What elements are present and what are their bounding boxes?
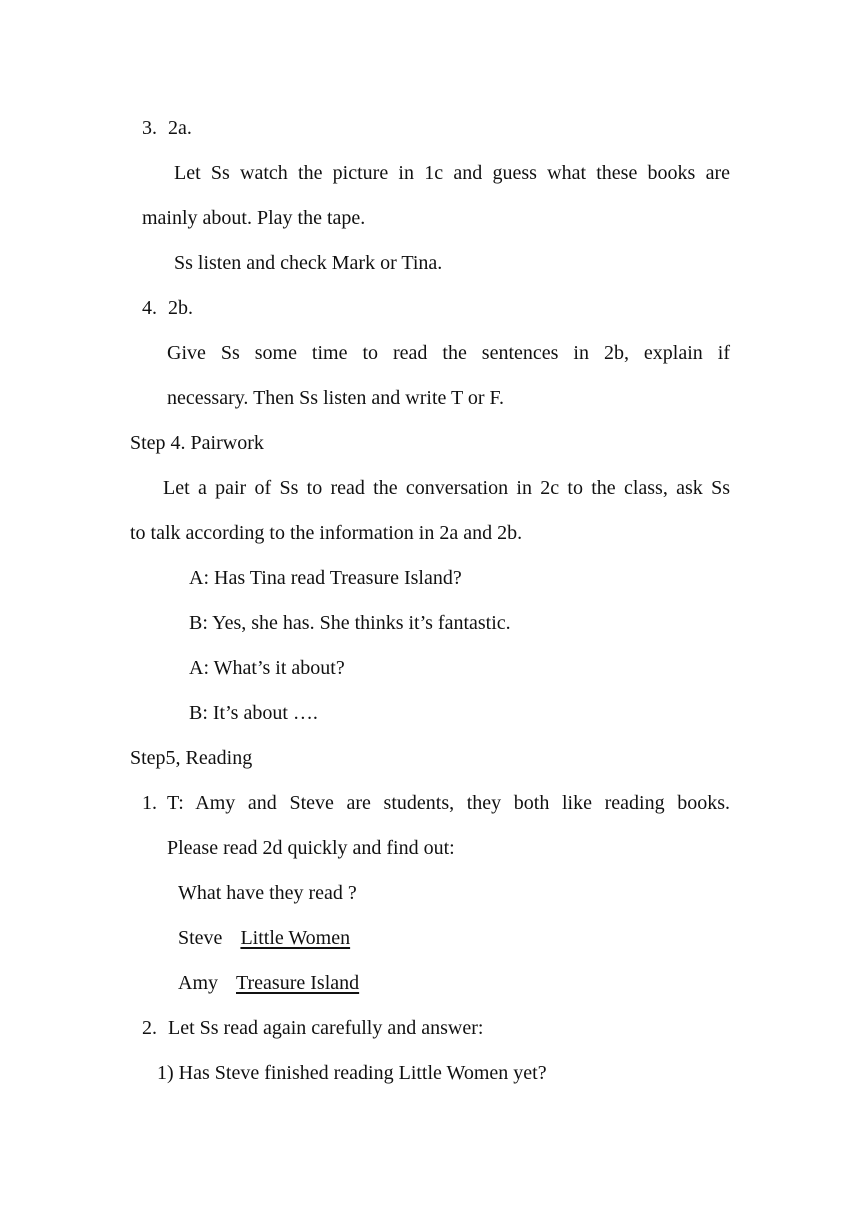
step-4-paragraph-line-1: Let a pair of Ss to read the conversation in 2c to the class, ask Ss — [163, 477, 730, 499]
amy-label: Amy — [178, 972, 218, 994]
reading-2-line-1 — [142, 1016, 483, 1040]
item-4-paragraph-line-2: necessary. Then Ss listen and write T or F. — [167, 387, 505, 409]
reading-2-text: Let Ss read again carefully and answer: — [168, 1017, 484, 1039]
amy-answer-row — [178, 971, 359, 995]
item-4-paragraph-line-1: Give Ss some time to read the sentences in 2b, explain if — [167, 342, 730, 364]
dialogue-line: B: It’s about …. — [189, 702, 318, 724]
item-3-instruction: Ss listen and check Mark or Tina. — [174, 252, 443, 274]
item-4-label: 2b. — [168, 297, 193, 319]
reading-1-question: What have they read ? — [178, 882, 357, 904]
step-4-paragraph-line-2: to talk according to the information in 2a and 2b. — [130, 522, 523, 544]
item-3-label: 2a. — [168, 117, 192, 139]
item-3-paragraph-line-1: Let Ss watch the picture in 1c and guess what these books are — [174, 162, 730, 184]
item-3-heading — [142, 116, 192, 140]
reading-2-question-1: 1) Has Steve finished reading Little Women yet? — [157, 1062, 547, 1084]
item-3-number: 3. — [142, 117, 157, 139]
steve-answer-row — [178, 926, 350, 950]
amy-book-answer: Treasure Island — [236, 972, 360, 994]
dialogue-line: B: Yes, she has. She thinks it’s fantastic. — [189, 612, 511, 634]
item-4-number: 4. — [142, 297, 157, 319]
reading-1-line-1 — [142, 791, 730, 815]
item-3-paragraph-line-2: mainly about. Play the tape. — [142, 207, 366, 229]
step-5-heading: Step5, Reading — [130, 747, 253, 769]
steve-book-answer: Little Women — [240, 927, 351, 949]
steve-label: Steve — [178, 927, 223, 949]
reading-1-line-2: Please read 2d quickly and find out: — [167, 837, 455, 859]
step-4-heading: Step 4. Pairwork — [130, 432, 264, 454]
reading-2-number: 2. — [142, 1017, 157, 1039]
dialogue-line: A: What’s it about? — [189, 657, 345, 679]
reading-1-number: 1. — [142, 792, 157, 814]
item-4-heading — [142, 296, 193, 320]
reading-1-text: T: Amy and Steve are students, they both like reading books. — [167, 792, 730, 814]
dialogue-line: A: Has Tina read Treasure Island? — [189, 567, 462, 589]
